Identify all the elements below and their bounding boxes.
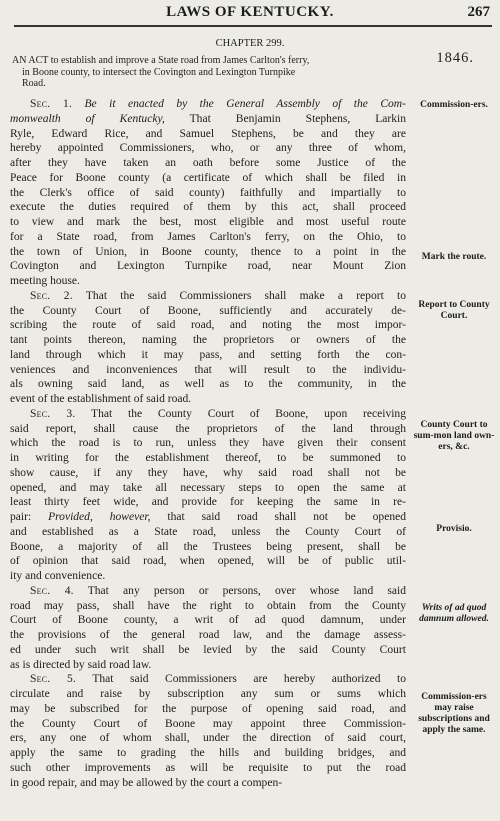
text-line: and established as a State road, unless the County Court of (10, 525, 406, 538)
text-line: of opinion that said road, when opened, will be of public util- (10, 555, 406, 568)
text-line: apply the same to grading the hills and building bridges, and (10, 747, 406, 759)
act-title-line: AN ACT to establish and improve a State road from James Carlton's ferry, (12, 55, 310, 66)
text-line: ed under such writ shall be levied by the said County Court (10, 643, 406, 656)
section-number: Sec. 2. (30, 289, 73, 302)
text-line: for a State road, from James Carlton's ferry, on the Ohio, to (10, 230, 406, 243)
text-line: show cause, if any they have, why said road shall not be (10, 466, 406, 479)
text-line (10, 97, 406, 112)
text-line: pair: Provided, however, that said road shall not be opened (10, 511, 406, 523)
text-line: execute the duties required of them by this act, shall proceed (10, 201, 406, 214)
margin-note-summon: County Court to sum-mon land own-ers, &c. (413, 420, 495, 452)
act-title (12, 55, 372, 90)
text-line: Peace for Boone county (a certificate of which shall be filed in (10, 171, 406, 184)
margin-note-provisio: Provisio. (436, 524, 472, 534)
text-line: Ryle, Edward Rice, and Samuel Stephens, be and they are (10, 127, 406, 140)
text-line: Sec. 5. That said Commissioners are hereby authorized to (30, 673, 406, 686)
text-line: to view and mark the best, most eligible and most useful route (10, 216, 406, 228)
text-line: least thirty feet wide, and provide for keeping the same in re- (10, 496, 406, 509)
text-line: the County Court of Boone, sufficiently and accurately de- (10, 304, 406, 317)
text-line: Covington and Lexington Turnpike road, near Mount Zion (10, 260, 406, 273)
text-line: such other improvements as will be requisite to put the road (10, 761, 406, 774)
text-line: in writing for the establishment thereof, to be summoned to (10, 452, 406, 464)
text-line: in good repair, and may be allowed by the court a compen- (10, 776, 283, 789)
text-line: said report, shall cause the proprietors of the land through (10, 422, 406, 435)
text-line: scribing the route of said road, and noting the most impor- (10, 319, 406, 332)
text-line: tant points thereon, naming the proprietors or owners of the (10, 334, 406, 346)
text-line: opened, and may take all necessary steps to open the same at (10, 481, 406, 494)
text-line: as is directed by said road law. (10, 658, 152, 671)
text-line: Sec. 4. That any person or persons, over whose land said (30, 584, 406, 597)
text-line: ity and convenience. (10, 570, 106, 582)
chapter-heading: CHAPTER 299. (215, 38, 285, 49)
margin-note-commissioners: Commission-ers. (420, 100, 488, 110)
italic-phrase: Provided, however, (48, 511, 151, 523)
section-number: Sec. 5. (30, 673, 77, 686)
section-number: Sec. 4. (30, 584, 74, 597)
text-line: which the road is to run, unless they have given their consent (10, 437, 406, 450)
text-line: Boone, a majority of all the Trustees being present, shall be (10, 540, 406, 553)
header-rule (14, 25, 492, 27)
text-line: the Clerk's office of said county) faithfully and impartially to (10, 186, 406, 199)
text-line: Sec. 2. That the said Commissioners shall make a report to (30, 289, 406, 302)
section-number: Sec. 1. (30, 98, 73, 110)
text-line: als owning said land, as well as to the community, in the (10, 378, 406, 391)
text-line: Court of Boone county, a writ of ad quod damnum, under (10, 614, 406, 627)
text-line: road may pass, shall have the right to obtain from the County (10, 599, 406, 612)
year-label: 1846. (436, 50, 474, 66)
text-line: Sec. 3. That the County Court of Boone, upon receiving (30, 407, 406, 420)
italic-phrase: Be it enacted by the General Assembly of the Com- (84, 98, 406, 110)
text-line: hereby appointed Commissioners, who, or any three of whom, (10, 142, 406, 155)
enacting-phrase: monwealth of Kentucky, (10, 112, 165, 125)
text-line: the County Court of Boone may appoint three Commission- (10, 717, 406, 730)
page-header (0, 2, 500, 24)
margin-note-report: Report to County Court. (418, 300, 490, 321)
text-line: the provisions of the general road law, and the damage assess- (10, 629, 406, 641)
text-line: may be subscribed for the purpose of opening said road, and (10, 702, 406, 715)
margin-note-mark-route: Mark the route. (421, 252, 487, 262)
text-line: meeting house. (10, 275, 80, 287)
margin-note-subscriptions: Commission-ers may raise subscriptions and apply the same. (418, 692, 490, 735)
text-line: event of the establishment of said road. (10, 393, 192, 405)
act-title-line: in Boone county, to intersect the Covington and Lexington Turnpike (22, 66, 296, 78)
running-title: LAWS OF KENTUCKY. (166, 4, 334, 20)
text-line: the town of Union, in Boone county, thence to a point in the (10, 245, 406, 258)
act-body (10, 97, 406, 790)
margin-note-writs: Writs of ad quod damnum allowed. (419, 603, 489, 624)
page-number: 267 (467, 4, 490, 20)
text-line: after they have taken an oath before some Justice of the (10, 157, 406, 169)
section-number: Sec. 3. (30, 407, 76, 420)
act-title-line: Road. (22, 78, 46, 89)
text-line: veniences and inconveniences that will result to the individu- (10, 363, 406, 376)
text-line: circulate and raise by subscription any sum or sums which (10, 688, 406, 700)
text-line: monwealth of Kentucky, That Benjamin Stephens, Larkin (10, 112, 406, 125)
text-line: land through which it may pass, and setting forth the con- (10, 348, 406, 361)
text-line: ers, any one of whom shall, under the direction of said court, (10, 732, 406, 745)
